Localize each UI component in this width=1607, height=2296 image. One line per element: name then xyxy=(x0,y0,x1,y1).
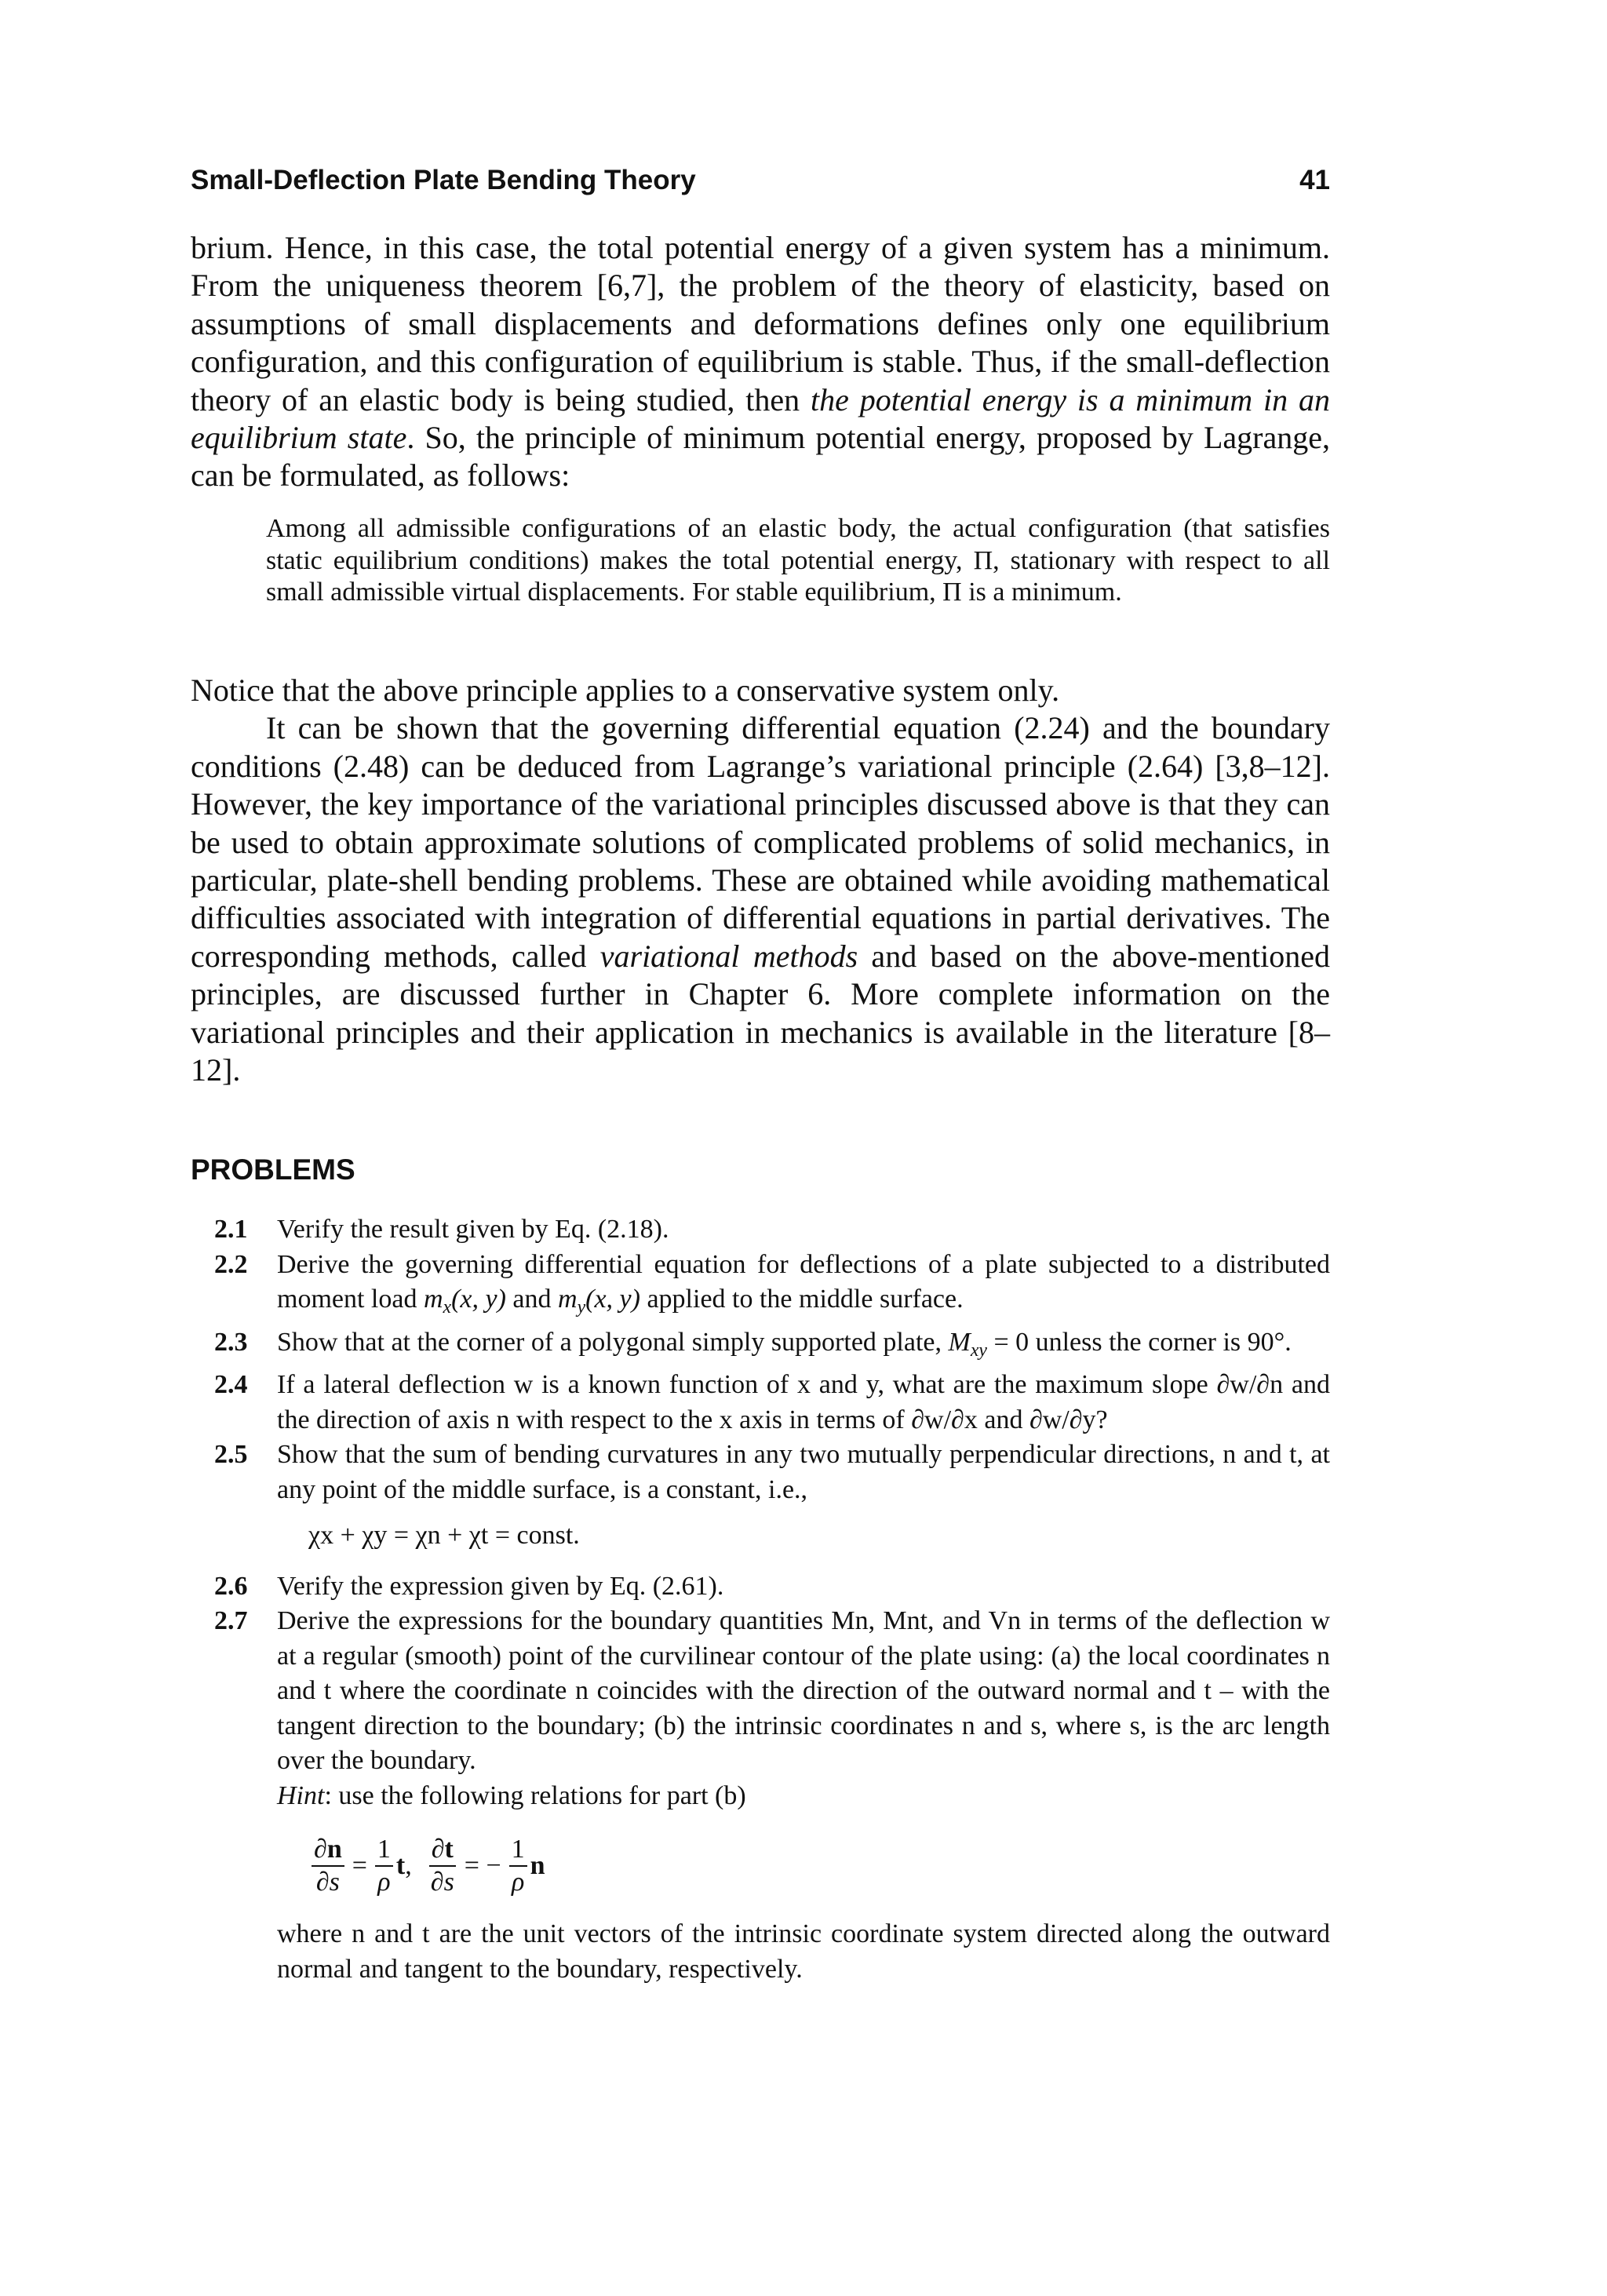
para3-italic: variational methods xyxy=(599,938,858,974)
quote-text: Among all admissible configurations of an elastic body, the actual configuration (that satisfies static equilibrium conditions) makes the total potential energy, Π, stationary with respect to all small admissible virtual displacements. For stable equilibrium, Π is a minimum. xyxy=(266,514,1330,607)
problem-2-1 xyxy=(191,1212,1330,1248)
problem-2-7 xyxy=(191,1604,1330,1987)
page-number: 41 xyxy=(1299,165,1330,195)
problem-number: 2.3 xyxy=(214,1327,248,1357)
problems-list xyxy=(191,1212,1330,1987)
para3-text-b: and based on the above-mentioned principles, are discussed further in Chapter 6. More complete information on the variational principles and their application in mechanics is available in the literature [8–12]. xyxy=(191,938,1330,1088)
principle-quote xyxy=(266,513,1330,609)
problem-number: 2.4 xyxy=(214,1370,248,1400)
para2-text: Notice that the above principle applies to a conservative system only. xyxy=(191,672,1060,708)
paragraph-2-3 xyxy=(191,672,1330,1089)
problem-text: Show that at the corner of a polygonal simply supported plate, $M_{xy} = 0$ unless the corner is 90°. xyxy=(277,1327,1292,1361)
hint-label: Hint xyxy=(277,1780,325,1810)
problem-2-5 xyxy=(191,1438,1330,1554)
problem-number: 2.7 xyxy=(214,1606,248,1636)
problem-text: Show that the sum of bending curvatures in any two mutually perpendicular directions, n and t, at any point of the middle surface, is a constant, i.e., xyxy=(277,1440,1330,1504)
para1-italic: the potential energy is a minimum in an equilibrium state xyxy=(191,381,1330,456)
frenet-equations: $\frac{\partial n}{\partial s}$ = $\frac{1}{\rho}$ t , $\frac{\partial t}{\partial s}$ = − $\frac{1}{\rho}$ n xyxy=(308,1834,1330,1898)
problem-text: If a lateral deflection w is a known function of x and y, what are the maximum slope ∂w/∂n and the direction of axis n with respect to the x axis in terms of ∂w/∂x and ∂w/∂y? xyxy=(277,1370,1330,1434)
running-head xyxy=(191,165,1330,196)
para1-text-b: . So, the principle of minimum potential energy, proposed by Lagrange, can be formulated, as follows: xyxy=(191,420,1330,494)
hint-text: : use the following relations for part (b) xyxy=(324,1780,746,1810)
running-title: Small-Deflection Plate Bending Theory xyxy=(191,165,696,195)
problem-2-4 xyxy=(191,1368,1330,1438)
problem-text: Derive the governing differential equation for deflections of a plate subjected to a distributed moment load $m_x(x$, y) and $m_y(x$, y) applied to the middle surface. xyxy=(277,1249,1330,1318)
curvature-equation: χx + χy = χn + χt = const. xyxy=(308,1521,580,1551)
problem-after-text: where n and t are the unit vectors of the intrinsic coordinate system directed along the outward normal and tangent to the boundary, respectively. xyxy=(277,1919,1330,1984)
problem-text: Verify the expression given by Eq. (2.61). xyxy=(277,1571,724,1601)
problem-number: 2.1 xyxy=(214,1215,248,1244)
problem-number: 2.5 xyxy=(214,1440,248,1470)
para1-text-a: brium. Hence, in this case, the total potential energy of a given system has a minimum. From the uniqueness theorem [6,7], the problem of the theory of elasticity, based on assumptions of small displacements and deformations defines only one equilibrium configuration, and this configuration of equilibrium is stable. Thus, if the small-deflection theory of an elastic body is being studied, then xyxy=(191,230,1330,417)
paragraph-1 xyxy=(191,229,1330,495)
problem-2-2 xyxy=(191,1248,1330,1325)
problem-2-6 xyxy=(191,1569,1330,1605)
problem-text: Verify the result given by Eq. (2.18). xyxy=(277,1215,669,1244)
problem-text: Derive the expressions for the boundary quantities Mn, Mnt, and Vn in terms of the deflection w at a regular (smooth) point of the curvilinear contour of the plate using: (a) the local coordinates n and t where the coordinate n coincides with the direction of the outward normal and t – with the tangent direction to the boundary; (b) the intrinsic coordinates n and s, where s, is the arc length over the boundary. xyxy=(277,1606,1330,1776)
para3-text-a: It can be shown that the governing differential equation (2.24) and the boundary conditions (2.48) can be deduced from Lagrange’s variational principle (2.64) [3,8–12]. However, the key importance of the variational principles discussed above is that they can be used to obtain approximate solutions of complicated problems of solid mechanics, in particular, plate-shell bending problems. These are obtained while avoiding mathematical difficulties associated with integration of differential equations in partial derivatives. The corresponding methods, called xyxy=(191,710,1330,974)
problem-2-3 xyxy=(191,1325,1330,1368)
problems-heading: PROBLEMS xyxy=(191,1153,355,1186)
hint-line xyxy=(277,1779,1330,1814)
problem-number: 2.6 xyxy=(214,1571,248,1601)
problem-number: 2.2 xyxy=(214,1249,248,1279)
